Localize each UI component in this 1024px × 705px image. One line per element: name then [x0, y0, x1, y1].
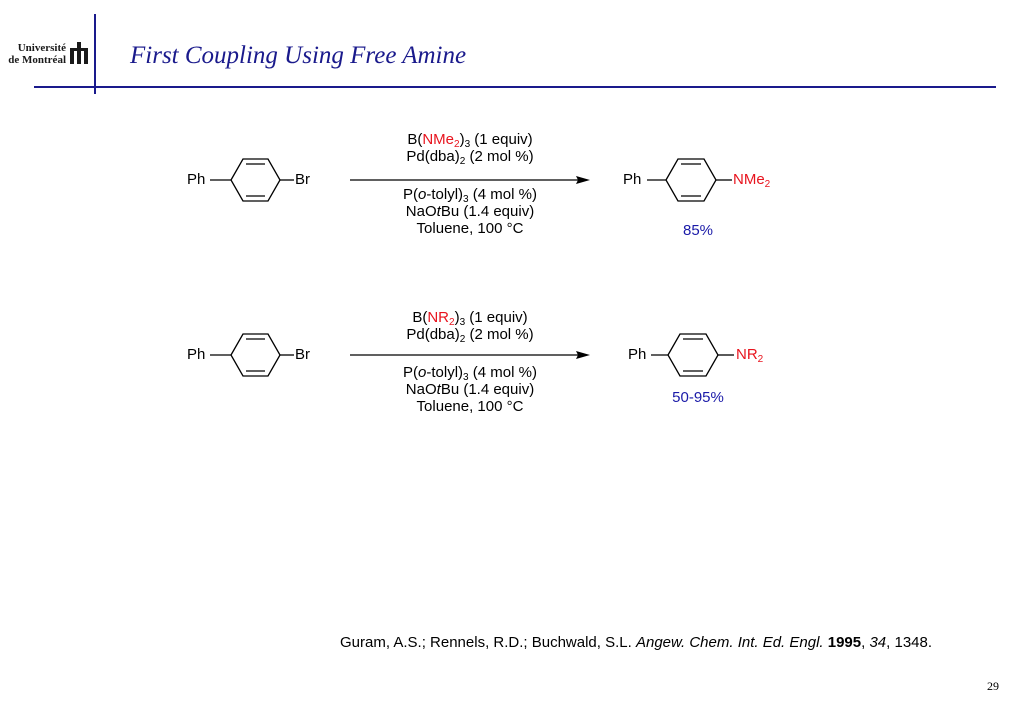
reaction2-yield: 50-95%	[672, 389, 724, 406]
logo-line1: Université	[17, 42, 66, 54]
citation-journal: Angew. Chem. Int. Ed. Engl.	[635, 634, 824, 651]
reaction1-solvent-line: Toluene, 100 °C	[416, 220, 524, 237]
reactant1-left-label: Ph	[187, 171, 206, 188]
reactant-benzene-ring-2	[210, 334, 294, 376]
reaction1-catalyst-line: $Pd(dba)_2$ (2 mol %)	[406, 148, 534, 167]
reaction2-ligand-line: $P(o-tolyl)_3$ (4 mol %)	[403, 364, 537, 383]
citation-year: 1995	[827, 634, 862, 651]
reactant2-left-label: Ph	[187, 346, 206, 363]
reaction1-conditions-below	[350, 186, 590, 237]
reactant-benzene-ring-1	[210, 159, 294, 201]
arrow-head-2	[576, 351, 590, 359]
reaction2-solvent-line: Toluene, 100 °C	[416, 398, 524, 415]
arrow-head-1	[576, 176, 590, 184]
product-benzene-ring-2	[651, 334, 734, 376]
product2-right-label: $NR_2$	[736, 346, 764, 365]
reaction1-conditions-above	[350, 131, 590, 165]
citation-authors: Guram, A.S.; Rennels, R.D.; Buchwald, S.L.	[340, 634, 636, 651]
product1-left-label: Ph	[623, 171, 642, 188]
logo-line2: de Montréal	[8, 54, 66, 66]
reaction1-ligand-line: $P(o-tolyl)_3$ (4 mol %)	[403, 186, 537, 205]
reaction1-reagent-line: $B(NMe_2)_3$ (1 equiv)	[407, 131, 533, 150]
reaction1-base-line: NaOtBu (1.4 equiv)	[405, 203, 535, 220]
reactant2-right-label: Br	[295, 346, 310, 363]
citation-volume: 34	[869, 634, 887, 651]
reaction2-base-line: NaOtBu (1.4 equiv)	[405, 381, 535, 398]
reaction2-conditions-above	[350, 309, 590, 343]
product2-left-label: Ph	[628, 346, 647, 363]
page-number: 29	[987, 679, 999, 693]
product1-right-label: NMe$_2$	[733, 171, 771, 190]
citation: Guram, A.S.; Rennels, R.D.; Buchwald, S.L. Angew. Chem. Int. Ed. Engl. 1995, 34, 1348.	[340, 634, 933, 651]
citation-pages: , 1348.	[886, 634, 933, 651]
slide-title: First Coupling Using Free Amine	[130, 42, 467, 69]
reaction1-yield: 85%	[682, 222, 714, 239]
reaction2-conditions-below	[350, 364, 590, 415]
reactant1-right-label: Br	[295, 171, 310, 188]
product-benzene-ring-1	[647, 159, 732, 201]
reaction2-catalyst-line: $Pd(dba)_2$ (2 mol %)	[406, 326, 534, 345]
reaction2-reagent-line: $B(NR_2)_3$ (1 equiv)	[412, 309, 528, 328]
